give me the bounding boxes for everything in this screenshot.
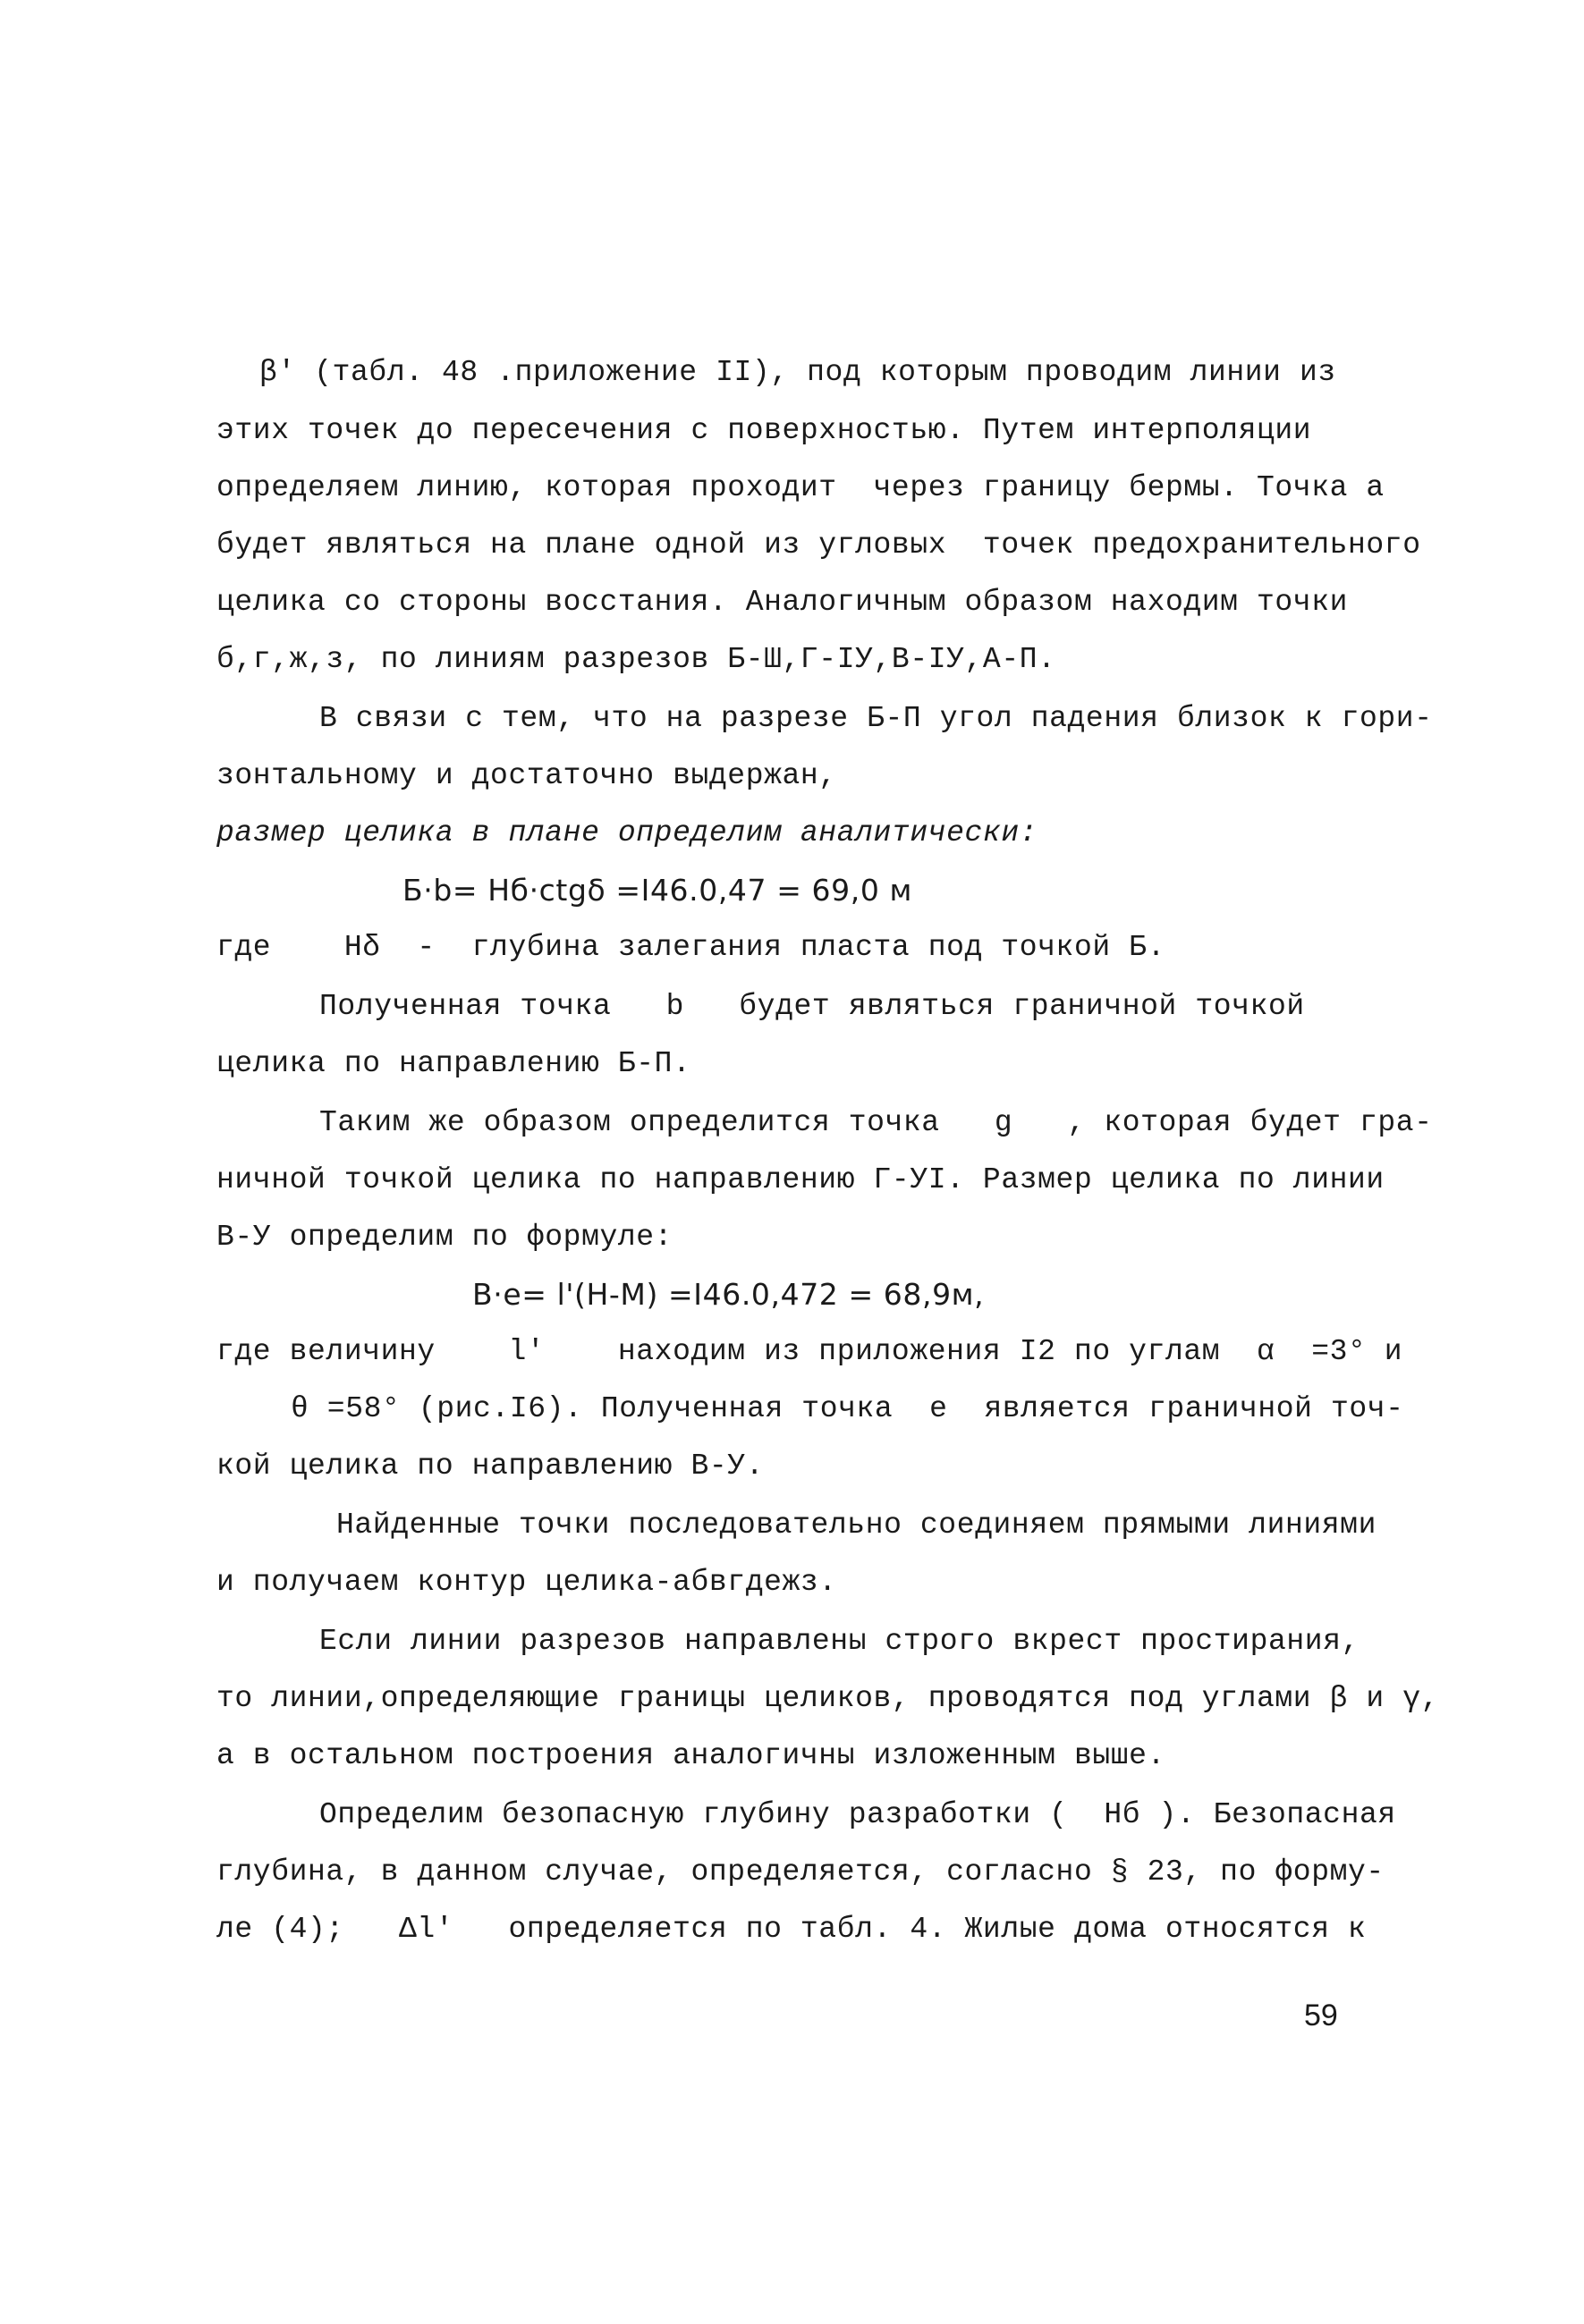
text-line-2: этих точек до пересечения с поверхностью. Путем интерполяции <box>216 414 1312 447</box>
text-line-18: кой целика по направлению В-У. <box>216 1449 765 1483</box>
text-line-3: определяем линию, которая проходит через границу бермы. Точка a <box>216 471 1385 504</box>
page-number: 59 <box>1304 1999 1338 2032</box>
text-line-4: будет являться на плане одной из угловых точек предохранительного <box>216 528 1421 562</box>
text-line-25: глубина, в данном случае, определяется, согласно § 23, по форму- <box>216 1855 1385 1889</box>
text-line-9: размер целика в плане определим аналитически: <box>216 816 1038 849</box>
formula-ve: В·е= l'(H-M) =I46.0,472 = 68,9м, <box>472 1277 985 1312</box>
text-line-21: Если линии разрезов направлены строго вкрест простирания, <box>319 1625 1360 1658</box>
text-line-10: где Hδ - глубина залегания пласта под точкой Б. <box>216 931 1165 964</box>
text-line-19: Найденные точки последовательно соединяем прямыми линиями <box>336 1508 1376 1542</box>
text-line-17: θ =58° (рис.I6). Полученная точка е является граничной точ- <box>291 1392 1404 1425</box>
text-line-22: то линии,определяющие границы целиков, проводятся под углами β и γ, <box>216 1682 1440 1715</box>
text-line-12: целика по направлению Б-П. <box>216 1047 691 1080</box>
text-line-11: Полученная точка b будет являться граничной точкой <box>319 990 1305 1023</box>
text-line-20: и получаем контур целика-абвгдежз. <box>216 1566 837 1599</box>
text-line-6: б,г,ж,з, по линиям разрезов Б-Ш,Г-IУ,В-IУ,А-П. <box>216 643 1056 676</box>
text-line-1: β' (табл. 48 .приложение II), под которым проводим линии из <box>259 356 1336 389</box>
text-line-7: В связи с тем, что на разрезе Б-П угол падения близок к гори- <box>319 702 1433 735</box>
formula-bb: Б·b= Hб·ctgδ =I46.0,47 = 69,0 м <box>402 873 913 908</box>
text-line-16: где величину l' находим из приложения I2 по углам α =3° и <box>216 1335 1403 1368</box>
text-line-5: целика со стороны восстания. Аналогичным образом находим точки <box>216 586 1348 619</box>
text-line-26: ле (4); Δl' определяется по табл. 4. Жилые дома относятся к <box>216 1913 1367 1946</box>
text-line-8: зонтальному и достаточно выдержан, <box>216 759 837 792</box>
text-line-24: Определим безопасную глубину разработки ( Hб ). Безопасная <box>319 1798 1396 1831</box>
text-line-23: а в остальном построения аналогичны изложенным выше. <box>216 1739 1165 1772</box>
text-line-13: Таким же образом определится точка g , которая будет гра- <box>319 1106 1433 1139</box>
text-line-14: ничной точкой целика по направлению Г-УI. Размер целика по линии <box>216 1163 1385 1196</box>
text-line-15: В-У определим по формуле: <box>216 1221 673 1254</box>
